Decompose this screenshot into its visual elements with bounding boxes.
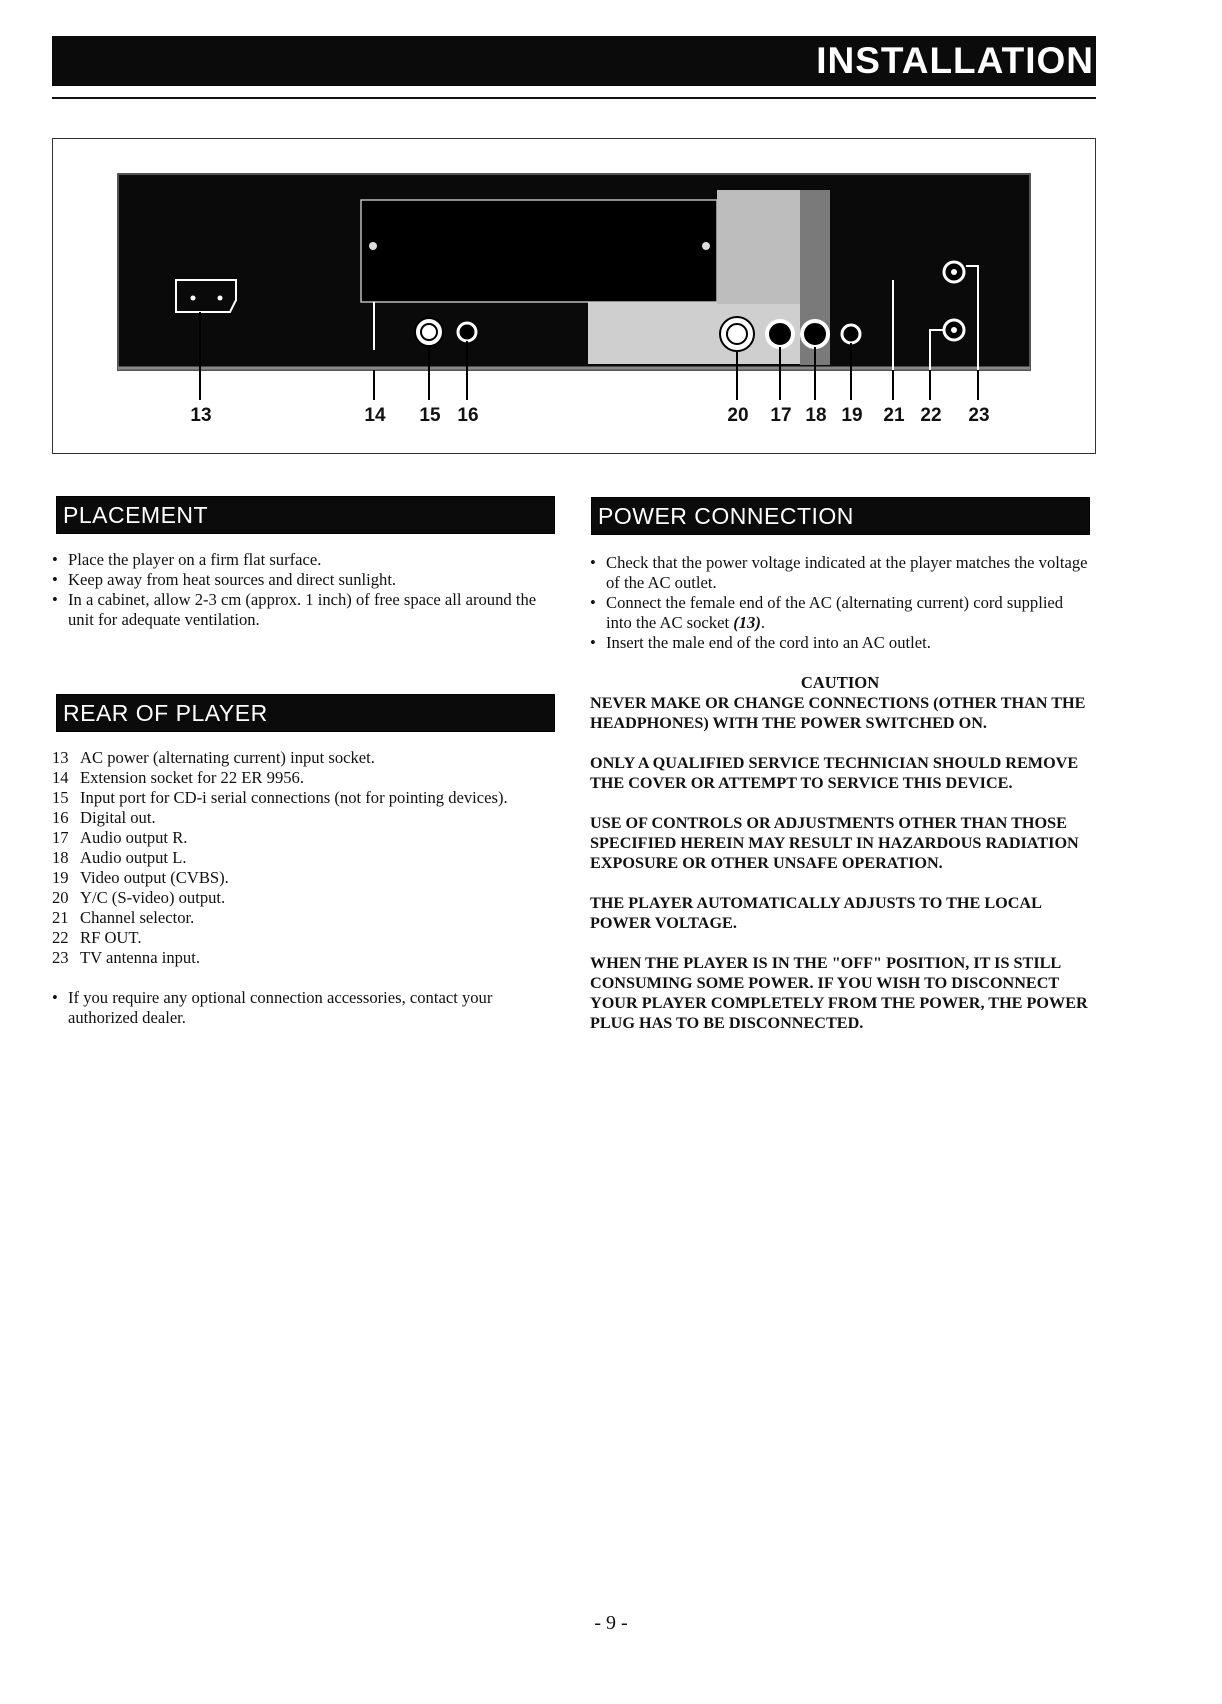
power-heading-text: POWER CONNECTION <box>598 503 854 529</box>
socket-reference: (13) <box>733 613 761 632</box>
rear-item-text: Y/C (S-video) output. <box>80 888 226 907</box>
placement-bullet: • In a cabinet, allow 2-3 cm (approx. 1 inch) of free space all around the unit for adequate ventilation. <box>52 590 552 630</box>
callout-20: 20 <box>727 405 749 426</box>
rear-item <box>52 928 522 948</box>
caution-paragraph: WHEN THE PLAYER IS IN THE "OFF" POSITION, IT IS STILL CONSUMING SOME POWER. IF YOU WISH TO DISCONNECT YOUR PLAYER COMPLETELY FROM THE POWER, THE POWER PLUG HAS TO BE DISCONNECTED. <box>590 954 1088 1032</box>
callout-15: 15 <box>419 405 441 426</box>
power-bullet-text: Connect the female end of the AC (alternating current) cord supplied into the AC socket <box>606 593 1064 632</box>
caution-paragraph: THE PLAYER AUTOMATICALLY ADJUSTS TO THE LOCAL POWER VOLTAGE. <box>590 894 1041 932</box>
callout-23: 23 <box>968 405 990 426</box>
rear-item-text: Extension socket for 22 ER 9956. <box>80 768 304 787</box>
callout-16: 16 <box>457 405 479 426</box>
power-bullet: • Insert the male end of the cord into an AC outlet. <box>590 633 1090 653</box>
callout-18: 18 <box>805 405 827 426</box>
caution-paragraph: ONLY A QUALIFIED SERVICE TECHNICIAN SHOULD REMOVE THE COVER OR ATTEMPT TO SERVICE THIS DEVICE. <box>590 754 1079 792</box>
callout-22: 22 <box>920 405 942 426</box>
rear-item-text: Input port for CD-i serial connections (not for pointing devices). <box>80 788 508 807</box>
rear-item-text: Audio output L. <box>80 848 187 867</box>
power-bullet: • Check that the power voltage indicated at the player matches the voltage of the AC outlet. <box>590 553 1090 593</box>
caution-title: CAUTION <box>800 673 880 692</box>
rear-item-text: RF OUT. <box>80 928 142 947</box>
rear-item-number: 22 <box>52 928 69 947</box>
rear-item-number: 15 <box>52 788 69 807</box>
rear-heading-text: REAR OF PLAYER <box>63 700 268 726</box>
callout-13: 13 <box>190 405 212 426</box>
placement-list <box>52 550 552 630</box>
rear-item-number: 16 <box>52 808 69 827</box>
rear-item <box>52 828 522 848</box>
page-title: INSTALLATION <box>816 40 1094 81</box>
page-number: - 9 - <box>594 1612 628 1634</box>
rear-item-text: Channel selector. <box>80 908 195 927</box>
rear-item-number: 21 <box>52 908 69 927</box>
rear-panel-illustration <box>0 0 1222 470</box>
caution-paragraph: USE OF CONTROLS OR ADJUSTMENTS OTHER THAN THOSE SPECIFIED HEREIN MAY RESULT IN HAZARDOUS RADIATION EXPOSURE OR OTHER UNSAFE OPERATION. <box>590 814 1079 872</box>
rear-item-number: 18 <box>52 848 69 867</box>
rear-item <box>52 748 522 768</box>
rear-item <box>52 948 522 968</box>
power-bullet-end: . <box>760 613 766 632</box>
rear-item <box>52 908 522 928</box>
rear-item-number: 23 <box>52 948 69 967</box>
rear-item-number: 14 <box>52 768 69 787</box>
accessories-note: • If you require any optional connection accessories, contact your authorized dealer. <box>52 988 522 1028</box>
rear-item-text: Video output (CVBS). <box>80 868 229 887</box>
rear-item-number: 20 <box>52 888 69 907</box>
callout-19: 19 <box>841 405 863 426</box>
placement-heading-text: PLACEMENT <box>63 502 209 528</box>
rear-items-list <box>52 748 522 1028</box>
rear-item-number: 19 <box>52 868 69 887</box>
placement-heading <box>56 496 555 534</box>
rear-heading <box>56 694 555 732</box>
callout-14: 14 <box>364 405 386 426</box>
rear-item <box>52 788 522 808</box>
placement-bullet: • Keep away from heat sources and direct sunlight. <box>52 570 552 590</box>
rear-item-text: TV antenna input. <box>80 948 200 967</box>
rear-item <box>52 848 522 868</box>
power-bullet <box>590 593 1090 633</box>
rear-item-number: 17 <box>52 828 69 847</box>
rear-item <box>52 768 522 788</box>
power-heading <box>591 497 1090 535</box>
rear-item-text: Digital out. <box>80 808 156 827</box>
placement-bullet: • Place the player on a firm flat surface. <box>52 550 552 570</box>
rear-item <box>52 868 522 888</box>
rear-item <box>52 888 522 908</box>
caution-paragraph: NEVER MAKE OR CHANGE CONNECTIONS (OTHER THAN THE HEADPHONES) WITH THE POWER SWITCHED ON. <box>590 694 1086 732</box>
callout-21: 21 <box>883 405 905 426</box>
rear-item <box>52 808 522 828</box>
rear-item-text: Audio output R. <box>80 828 188 847</box>
rear-item-number: 13 <box>52 748 69 767</box>
caution-block <box>590 673 1090 1053</box>
callout-17: 17 <box>770 405 792 426</box>
power-list <box>590 553 1090 653</box>
rear-item-text: AC power (alternating current) input socket. <box>80 748 375 767</box>
